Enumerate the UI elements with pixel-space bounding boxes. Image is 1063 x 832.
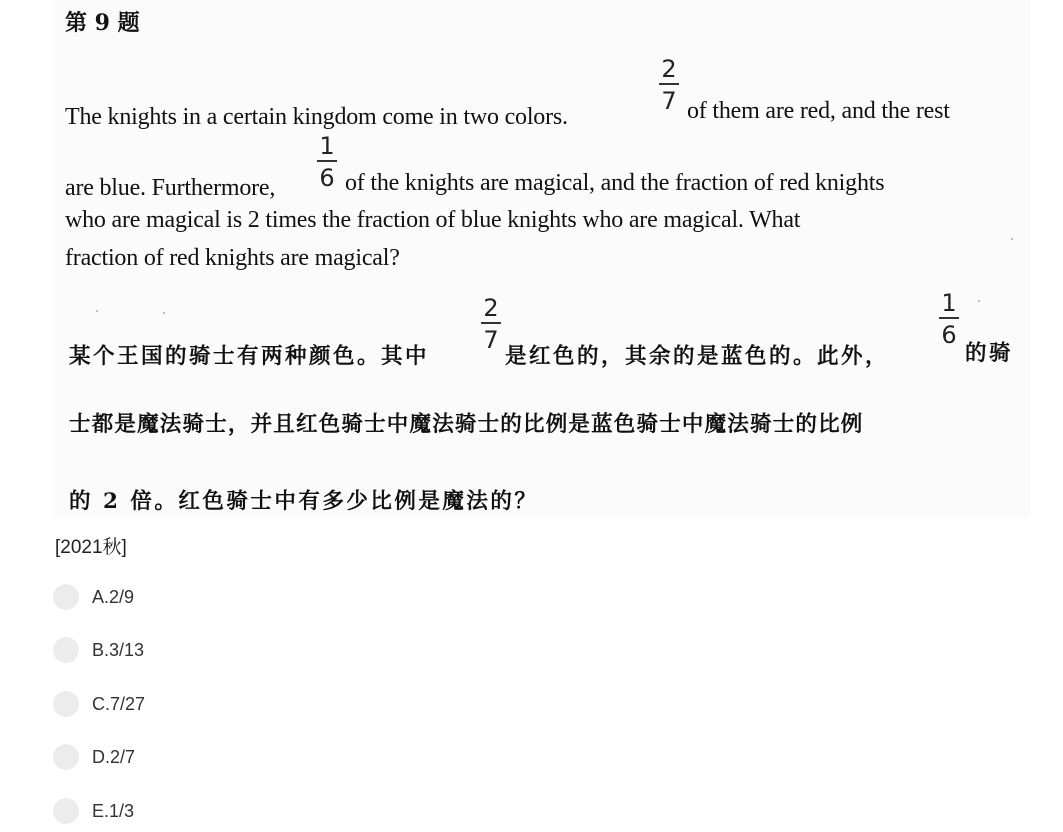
option-e[interactable]	[53, 796, 134, 826]
english-line-1a: The knights in a certain kingdom come in two colors.	[65, 104, 568, 130]
option-label: C.7/27	[92, 693, 146, 714]
radio-button[interactable]	[53, 584, 79, 610]
question-number: 第 9 题	[65, 10, 140, 36]
fraction-one-sixth	[315, 133, 339, 191]
option-label: D.2/7	[92, 746, 136, 767]
option-label: B.3/13	[92, 639, 145, 660]
source-tag: [2021秋]	[55, 537, 127, 558]
scan-speck	[96, 310, 98, 312]
fraction-one-sixth-cn	[937, 290, 961, 348]
english-line-2b: of the knights are magical, and the fraction of red knights	[345, 170, 885, 196]
english-line-1b: of them are red, and the rest	[687, 98, 950, 124]
chinese-line-1b: 是红色的，其余的是蓝色的。此外，	[505, 344, 890, 369]
question-image	[53, 0, 1030, 518]
fraction-bar	[481, 322, 501, 324]
fraction-denominator: 7	[661, 87, 677, 115]
fraction-two-sevenths-cn	[479, 295, 503, 353]
fraction-numerator: 2	[483, 294, 499, 322]
option-label: A.2/9	[92, 586, 135, 607]
fraction-bar	[659, 83, 679, 85]
option-d[interactable]	[53, 742, 135, 772]
radio-button[interactable]	[53, 744, 79, 770]
fraction-bar	[317, 160, 337, 162]
fraction-denominator: 6	[319, 164, 335, 192]
radio-button[interactable]	[53, 637, 79, 663]
fraction-two-sevenths	[657, 56, 681, 114]
scan-speck	[1011, 238, 1013, 240]
radio-button[interactable]	[53, 798, 79, 824]
radio-button[interactable]	[53, 691, 79, 717]
scan-speck	[163, 312, 165, 314]
option-label: E.1/3	[92, 800, 135, 821]
english-line-2a: are blue. Furthermore,	[65, 175, 276, 201]
fraction-bar	[939, 317, 959, 319]
fraction-numerator: 1	[941, 289, 957, 317]
english-line-4: fraction of red knights are magical?	[65, 245, 400, 271]
chinese-line-1c: 的骑	[965, 341, 1014, 366]
scan-speck	[978, 300, 980, 302]
option-b[interactable]	[53, 635, 144, 665]
chinese-line-1a: 某个王国的骑士有两种颜色。其中	[69, 344, 430, 369]
fraction-denominator: 7	[483, 326, 499, 354]
fraction-numerator: 1	[319, 132, 335, 160]
fraction-denominator: 6	[941, 321, 957, 349]
option-a[interactable]	[53, 582, 134, 612]
english-line-3: who are magical is 2 times the fraction of blue knights who are magical. What	[65, 207, 801, 233]
fraction-numerator: 2	[661, 55, 677, 83]
chinese-line-3: 的 2 倍。红色骑士中有多少比例是魔法的？	[69, 489, 539, 514]
chinese-line-2: 士都是魔法骑士，并且红色骑士中魔法骑士的比例是蓝色骑士中魔法骑士的比例	[69, 412, 864, 437]
option-c[interactable]	[53, 689, 145, 719]
